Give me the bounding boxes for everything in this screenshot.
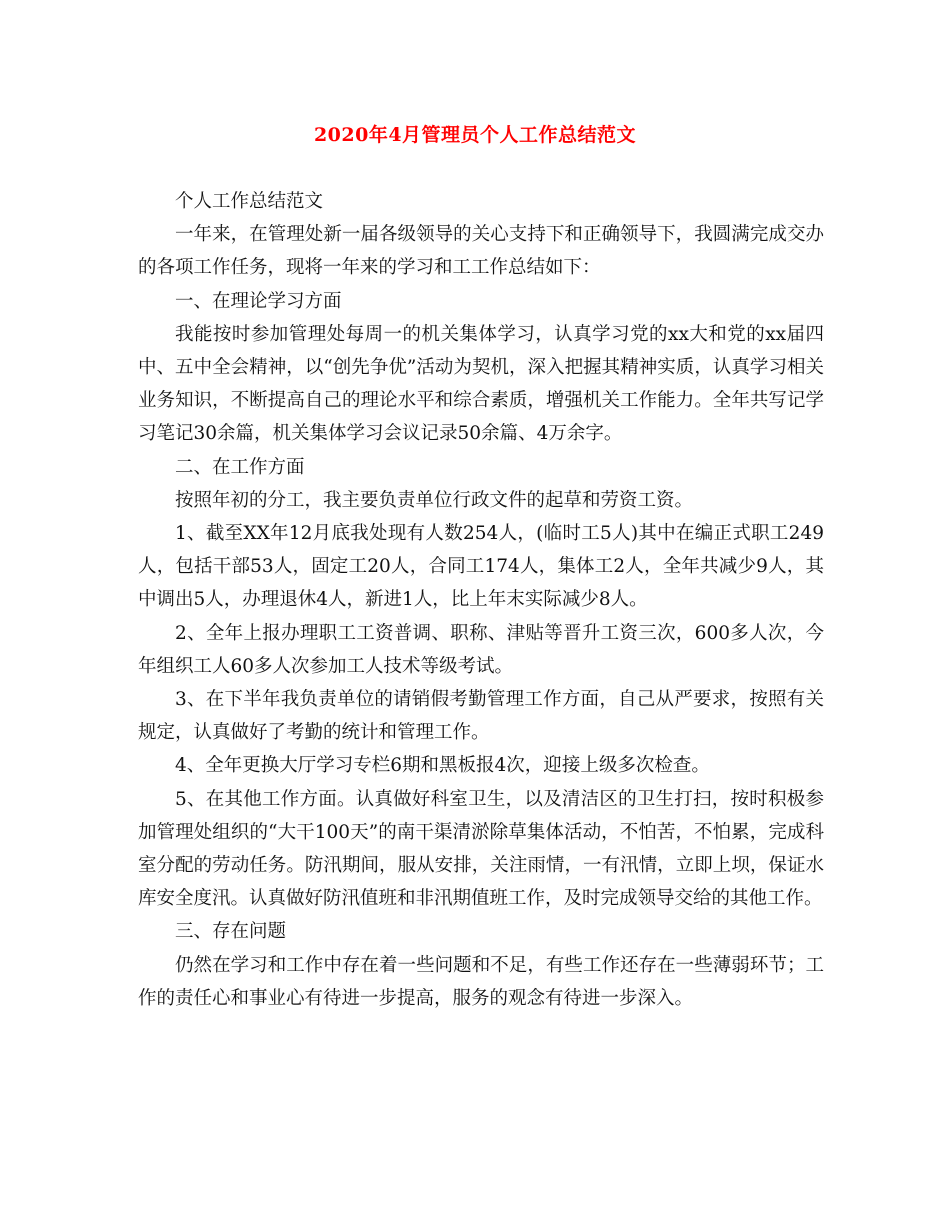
paragraph-problems: 仍然在学习和工作中存在着一些问题和不足，有些工作还存在一些薄弱环节；工作的责任心和事业心有待进一步提高，服务的观念有待进一步深入。: [138, 954, 824, 1009]
paragraph-item-3: 3、在下半年我负责单位的请销假考勤管理工作方面，自己从严要求，按照有关规定，认真做好了考勤的统计和管理工作。: [138, 689, 824, 744]
paragraph-item-4: 4、全年更换大厅学习专栏6期和黑板报4次，迎接上级多次检查。: [175, 755, 710, 777]
paragraph-intro: 一年来，在管理处新一届各级领导的关心支持下和正确领导下，我圆满完成交办的各项工作任务，现将一年来的学习和工工作总结如下：: [138, 224, 824, 279]
paragraph-work-intro: 按照年初的分工，我主要负责单位行政文件的起草和劳资工资。: [175, 489, 694, 511]
section-heading-theory-study: 一、在理论学习方面: [175, 290, 342, 312]
section-heading-problems: 三、存在问题: [175, 921, 287, 943]
section-heading-work: 二、在工作方面: [175, 456, 305, 478]
paragraph-item-5: 5、在其他工作方面。认真做好科室卫生，以及清洁区的卫生打扫，按时积极参加管理处组织的“大干100天”的南干渠清淤除草集体活动，不怕苦，不怕累，完成科室分配的劳动任务。防汛期间，服从安排，关注雨情，一有汛情，立即上坝，保证水库安全度汛。认真做好防汛值班和非汛期值班工作，及时完成领导交给的其他工作。: [138, 788, 824, 910]
paragraph-theory-study: 我能按时参加管理处每周一的机关集体学习，认真学习党的xx大和党的xx届四中、五中全会精神，以“创先争优”活动为契机，深入把握其精神实质，认真学习相关业务知识，不断提高自己的理论水平和综合素质，增强机关工作能力。全年共写记学习笔记30余篇，机关集体学习会议记录50余篇、4万余字。: [138, 323, 824, 445]
paragraph-subtitle: 个人工作总结范文: [175, 191, 324, 212]
document-body: [138, 185, 824, 1015]
paragraph-item-2: 2、全年上报办理职工工资普调、职称、津贴等晋升工资三次，600多人次，今年组织工人60多人次参加工人技术等级考试。: [138, 622, 824, 677]
paragraph-item-1: 1、截至XX年12月底我处现有人数254人，(临时工5人)其中在编正式职工249人，包括干部53人，固定工20人，合同工174人，集体工2人，全年共减少9人，其中调出5人，办理退休4人，新进1人，比上年末实际减少8人。: [138, 523, 824, 611]
document-title: 2020年4月管理员个人工作总结范文: [313, 124, 637, 146]
